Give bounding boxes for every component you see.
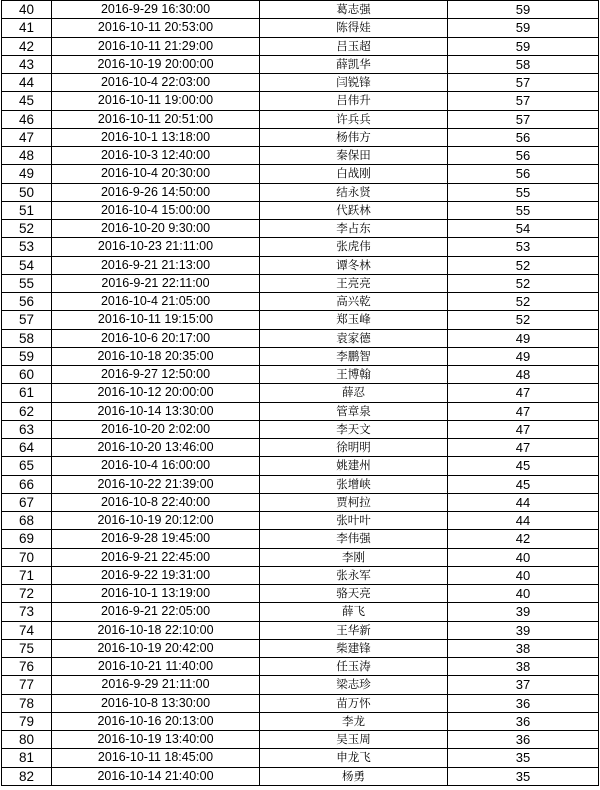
rank-cell: 81 xyxy=(2,749,52,767)
score-cell: 58 xyxy=(448,55,599,73)
table-row xyxy=(2,329,599,347)
time-cell: 2016-10-20 2:02:00 xyxy=(52,420,260,438)
score-cell: 47 xyxy=(448,420,599,438)
table-row xyxy=(2,603,599,621)
name-cell: 李占东 xyxy=(260,220,448,238)
rank-cell: 64 xyxy=(2,439,52,457)
table-row xyxy=(2,676,599,694)
time-cell: 2016-10-4 22:03:00 xyxy=(52,74,260,92)
rank-cell: 82 xyxy=(2,767,52,785)
score-cell: 56 xyxy=(448,128,599,146)
time-cell: 2016-10-20 9:30:00 xyxy=(52,220,260,238)
rank-cell: 72 xyxy=(2,585,52,603)
rank-cell: 58 xyxy=(2,329,52,347)
table-row xyxy=(2,493,599,511)
rank-cell: 73 xyxy=(2,603,52,621)
rank-cell: 79 xyxy=(2,712,52,730)
table-row xyxy=(2,92,599,110)
name-cell: 吕伟升 xyxy=(260,92,448,110)
time-cell: 2016-10-8 22:40:00 xyxy=(52,493,260,511)
name-cell: 薛飞 xyxy=(260,603,448,621)
time-cell: 2016-10-16 20:13:00 xyxy=(52,712,260,730)
time-cell: 2016-9-28 19:45:00 xyxy=(52,530,260,548)
time-cell: 2016-10-19 13:40:00 xyxy=(52,731,260,749)
score-cell: 40 xyxy=(448,548,599,566)
table-row xyxy=(2,238,599,256)
name-cell: 梁志珍 xyxy=(260,676,448,694)
table-row xyxy=(2,220,599,238)
name-cell: 张叶叶 xyxy=(260,512,448,530)
score-cell: 53 xyxy=(448,238,599,256)
time-cell: 2016-10-11 20:53:00 xyxy=(52,19,260,37)
time-cell: 2016-10-8 13:30:00 xyxy=(52,694,260,712)
table-row xyxy=(2,147,599,165)
time-cell: 2016-10-11 19:15:00 xyxy=(52,311,260,329)
table-row xyxy=(2,183,599,201)
rank-cell: 40 xyxy=(2,1,52,19)
name-cell: 贾柯拉 xyxy=(260,493,448,511)
rank-cell: 57 xyxy=(2,311,52,329)
score-cell: 57 xyxy=(448,92,599,110)
rank-cell: 59 xyxy=(2,347,52,365)
rank-cell: 55 xyxy=(2,274,52,292)
name-cell: 代跃林 xyxy=(260,201,448,219)
rank-cell: 63 xyxy=(2,420,52,438)
time-cell: 2016-9-22 19:31:00 xyxy=(52,566,260,584)
table-row xyxy=(2,420,599,438)
table-row xyxy=(2,256,599,274)
name-cell: 王博翰 xyxy=(260,366,448,384)
rank-cell: 66 xyxy=(2,475,52,493)
score-cell: 52 xyxy=(448,274,599,292)
score-cell: 44 xyxy=(448,512,599,530)
name-cell: 张增峡 xyxy=(260,475,448,493)
table-row xyxy=(2,165,599,183)
time-cell: 2016-9-27 12:50:00 xyxy=(52,366,260,384)
rank-cell: 77 xyxy=(2,676,52,694)
rank-cell: 80 xyxy=(2,731,52,749)
table-row xyxy=(2,658,599,676)
rank-cell: 41 xyxy=(2,19,52,37)
name-cell: 申龙飞 xyxy=(260,749,448,767)
table-row xyxy=(2,74,599,92)
name-cell: 高兴乾 xyxy=(260,293,448,311)
table-row xyxy=(2,19,599,37)
score-cell: 57 xyxy=(448,74,599,92)
table-row xyxy=(2,55,599,73)
score-cell: 48 xyxy=(448,366,599,384)
time-cell: 2016-10-19 20:42:00 xyxy=(52,639,260,657)
name-cell: 姚建州 xyxy=(260,457,448,475)
rank-cell: 61 xyxy=(2,384,52,402)
rank-cell: 48 xyxy=(2,147,52,165)
score-cell: 59 xyxy=(448,37,599,55)
score-cell: 52 xyxy=(448,311,599,329)
score-cell: 44 xyxy=(448,493,599,511)
table-row xyxy=(2,402,599,420)
rank-cell: 76 xyxy=(2,658,52,676)
score-cell: 56 xyxy=(448,147,599,165)
time-cell: 2016-10-11 20:51:00 xyxy=(52,110,260,128)
rank-cell: 43 xyxy=(2,55,52,73)
table-row xyxy=(2,585,599,603)
table-row xyxy=(2,439,599,457)
time-cell: 2016-9-21 22:45:00 xyxy=(52,548,260,566)
rank-cell: 45 xyxy=(2,92,52,110)
score-cell: 56 xyxy=(448,165,599,183)
time-cell: 2016-10-14 13:30:00 xyxy=(52,402,260,420)
table-row xyxy=(2,731,599,749)
name-cell: 秦保田 xyxy=(260,147,448,165)
table-row xyxy=(2,274,599,292)
name-cell: 王亮亮 xyxy=(260,274,448,292)
rank-cell: 71 xyxy=(2,566,52,584)
time-cell: 2016-9-29 21:11:00 xyxy=(52,676,260,694)
table-row xyxy=(2,1,599,19)
name-cell: 杨勇 xyxy=(260,767,448,785)
time-cell: 2016-10-4 15:00:00 xyxy=(52,201,260,219)
time-cell: 2016-10-18 22:10:00 xyxy=(52,621,260,639)
time-cell: 2016-10-21 11:40:00 xyxy=(52,658,260,676)
score-cell: 47 xyxy=(448,439,599,457)
time-cell: 2016-10-6 20:17:00 xyxy=(52,329,260,347)
time-cell: 2016-9-21 21:13:00 xyxy=(52,256,260,274)
rank-cell: 56 xyxy=(2,293,52,311)
ranking-table-body xyxy=(2,1,599,786)
table-row xyxy=(2,347,599,365)
name-cell: 闫锐锋 xyxy=(260,74,448,92)
name-cell: 柴建锋 xyxy=(260,639,448,657)
score-cell: 57 xyxy=(448,110,599,128)
rank-cell: 54 xyxy=(2,256,52,274)
table-row xyxy=(2,749,599,767)
name-cell: 陈得娃 xyxy=(260,19,448,37)
score-cell: 35 xyxy=(448,749,599,767)
table-row xyxy=(2,767,599,785)
time-cell: 2016-10-20 13:46:00 xyxy=(52,439,260,457)
score-cell: 37 xyxy=(448,676,599,694)
name-cell: 李天文 xyxy=(260,420,448,438)
rank-cell: 67 xyxy=(2,493,52,511)
name-cell: 吴玉周 xyxy=(260,731,448,749)
table-row xyxy=(2,37,599,55)
table-row xyxy=(2,530,599,548)
score-cell: 38 xyxy=(448,658,599,676)
name-cell: 李刚 xyxy=(260,548,448,566)
rank-cell: 46 xyxy=(2,110,52,128)
table-row xyxy=(2,110,599,128)
rank-cell: 62 xyxy=(2,402,52,420)
score-cell: 40 xyxy=(448,566,599,584)
time-cell: 2016-10-22 21:39:00 xyxy=(52,475,260,493)
time-cell: 2016-10-11 19:00:00 xyxy=(52,92,260,110)
score-cell: 35 xyxy=(448,767,599,785)
name-cell: 许兵兵 xyxy=(260,110,448,128)
table-row xyxy=(2,384,599,402)
time-cell: 2016-10-1 13:19:00 xyxy=(52,585,260,603)
time-cell: 2016-10-3 12:40:00 xyxy=(52,147,260,165)
score-cell: 52 xyxy=(448,256,599,274)
name-cell: 王华新 xyxy=(260,621,448,639)
score-cell: 36 xyxy=(448,712,599,730)
score-cell: 49 xyxy=(448,347,599,365)
name-cell: 杨伟方 xyxy=(260,128,448,146)
time-cell: 2016-10-12 20:00:00 xyxy=(52,384,260,402)
score-cell: 59 xyxy=(448,19,599,37)
name-cell: 任玉涛 xyxy=(260,658,448,676)
score-cell: 36 xyxy=(448,731,599,749)
score-cell: 47 xyxy=(448,384,599,402)
score-cell: 42 xyxy=(448,530,599,548)
time-cell: 2016-10-19 20:00:00 xyxy=(52,55,260,73)
rank-cell: 69 xyxy=(2,530,52,548)
score-cell: 38 xyxy=(448,639,599,657)
time-cell: 2016-10-19 20:12:00 xyxy=(52,512,260,530)
name-cell: 李龙 xyxy=(260,712,448,730)
time-cell: 2016-10-4 16:00:00 xyxy=(52,457,260,475)
time-cell: 2016-9-21 22:05:00 xyxy=(52,603,260,621)
table-row xyxy=(2,639,599,657)
ranking-table xyxy=(1,0,599,786)
score-cell: 39 xyxy=(448,621,599,639)
name-cell: 管章泉 xyxy=(260,402,448,420)
score-cell: 39 xyxy=(448,603,599,621)
table-row xyxy=(2,293,599,311)
table-row xyxy=(2,366,599,384)
time-cell: 2016-10-11 18:45:00 xyxy=(52,749,260,767)
name-cell: 薛忍 xyxy=(260,384,448,402)
rank-cell: 78 xyxy=(2,694,52,712)
score-cell: 49 xyxy=(448,329,599,347)
name-cell: 郑玉峰 xyxy=(260,311,448,329)
name-cell: 李伟强 xyxy=(260,530,448,548)
score-cell: 54 xyxy=(448,220,599,238)
rank-cell: 52 xyxy=(2,220,52,238)
name-cell: 白战刚 xyxy=(260,165,448,183)
table-row xyxy=(2,457,599,475)
name-cell: 骆天亮 xyxy=(260,585,448,603)
time-cell: 2016-9-21 22:11:00 xyxy=(52,274,260,292)
rank-cell: 70 xyxy=(2,548,52,566)
table-row xyxy=(2,512,599,530)
time-cell: 2016-10-4 21:05:00 xyxy=(52,293,260,311)
time-cell: 2016-10-11 21:29:00 xyxy=(52,37,260,55)
table-row xyxy=(2,128,599,146)
table-row xyxy=(2,621,599,639)
score-cell: 40 xyxy=(448,585,599,603)
name-cell: 李鹏智 xyxy=(260,347,448,365)
rank-cell: 42 xyxy=(2,37,52,55)
score-cell: 45 xyxy=(448,475,599,493)
table-row xyxy=(2,311,599,329)
time-cell: 2016-10-14 21:40:00 xyxy=(52,767,260,785)
rank-cell: 49 xyxy=(2,165,52,183)
name-cell: 袁家德 xyxy=(260,329,448,347)
rank-cell: 50 xyxy=(2,183,52,201)
name-cell: 张永军 xyxy=(260,566,448,584)
name-cell: 葛志强 xyxy=(260,1,448,19)
name-cell: 吕玉超 xyxy=(260,37,448,55)
score-cell: 52 xyxy=(448,293,599,311)
name-cell: 张虎伟 xyxy=(260,238,448,256)
table-row xyxy=(2,548,599,566)
rank-cell: 53 xyxy=(2,238,52,256)
time-cell: 2016-10-23 21:11:00 xyxy=(52,238,260,256)
score-cell: 55 xyxy=(448,201,599,219)
rank-cell: 47 xyxy=(2,128,52,146)
time-cell: 2016-10-18 20:35:00 xyxy=(52,347,260,365)
rank-cell: 75 xyxy=(2,639,52,657)
name-cell: 苗万怀 xyxy=(260,694,448,712)
name-cell: 薛凯华 xyxy=(260,55,448,73)
score-cell: 45 xyxy=(448,457,599,475)
rank-cell: 44 xyxy=(2,74,52,92)
rank-cell: 60 xyxy=(2,366,52,384)
table-row xyxy=(2,475,599,493)
score-cell: 36 xyxy=(448,694,599,712)
time-cell: 2016-10-4 20:30:00 xyxy=(52,165,260,183)
rank-cell: 65 xyxy=(2,457,52,475)
table-row xyxy=(2,566,599,584)
table-row xyxy=(2,712,599,730)
name-cell: 徐明明 xyxy=(260,439,448,457)
name-cell: 谭冬林 xyxy=(260,256,448,274)
time-cell: 2016-10-1 13:18:00 xyxy=(52,128,260,146)
rank-cell: 74 xyxy=(2,621,52,639)
score-cell: 55 xyxy=(448,183,599,201)
name-cell: 结永贤 xyxy=(260,183,448,201)
rank-cell: 51 xyxy=(2,201,52,219)
time-cell: 2016-9-29 16:30:00 xyxy=(52,1,260,19)
score-cell: 47 xyxy=(448,402,599,420)
table-row xyxy=(2,201,599,219)
table-row xyxy=(2,694,599,712)
rank-cell: 68 xyxy=(2,512,52,530)
score-cell: 59 xyxy=(448,1,599,19)
time-cell: 2016-9-26 14:50:00 xyxy=(52,183,260,201)
